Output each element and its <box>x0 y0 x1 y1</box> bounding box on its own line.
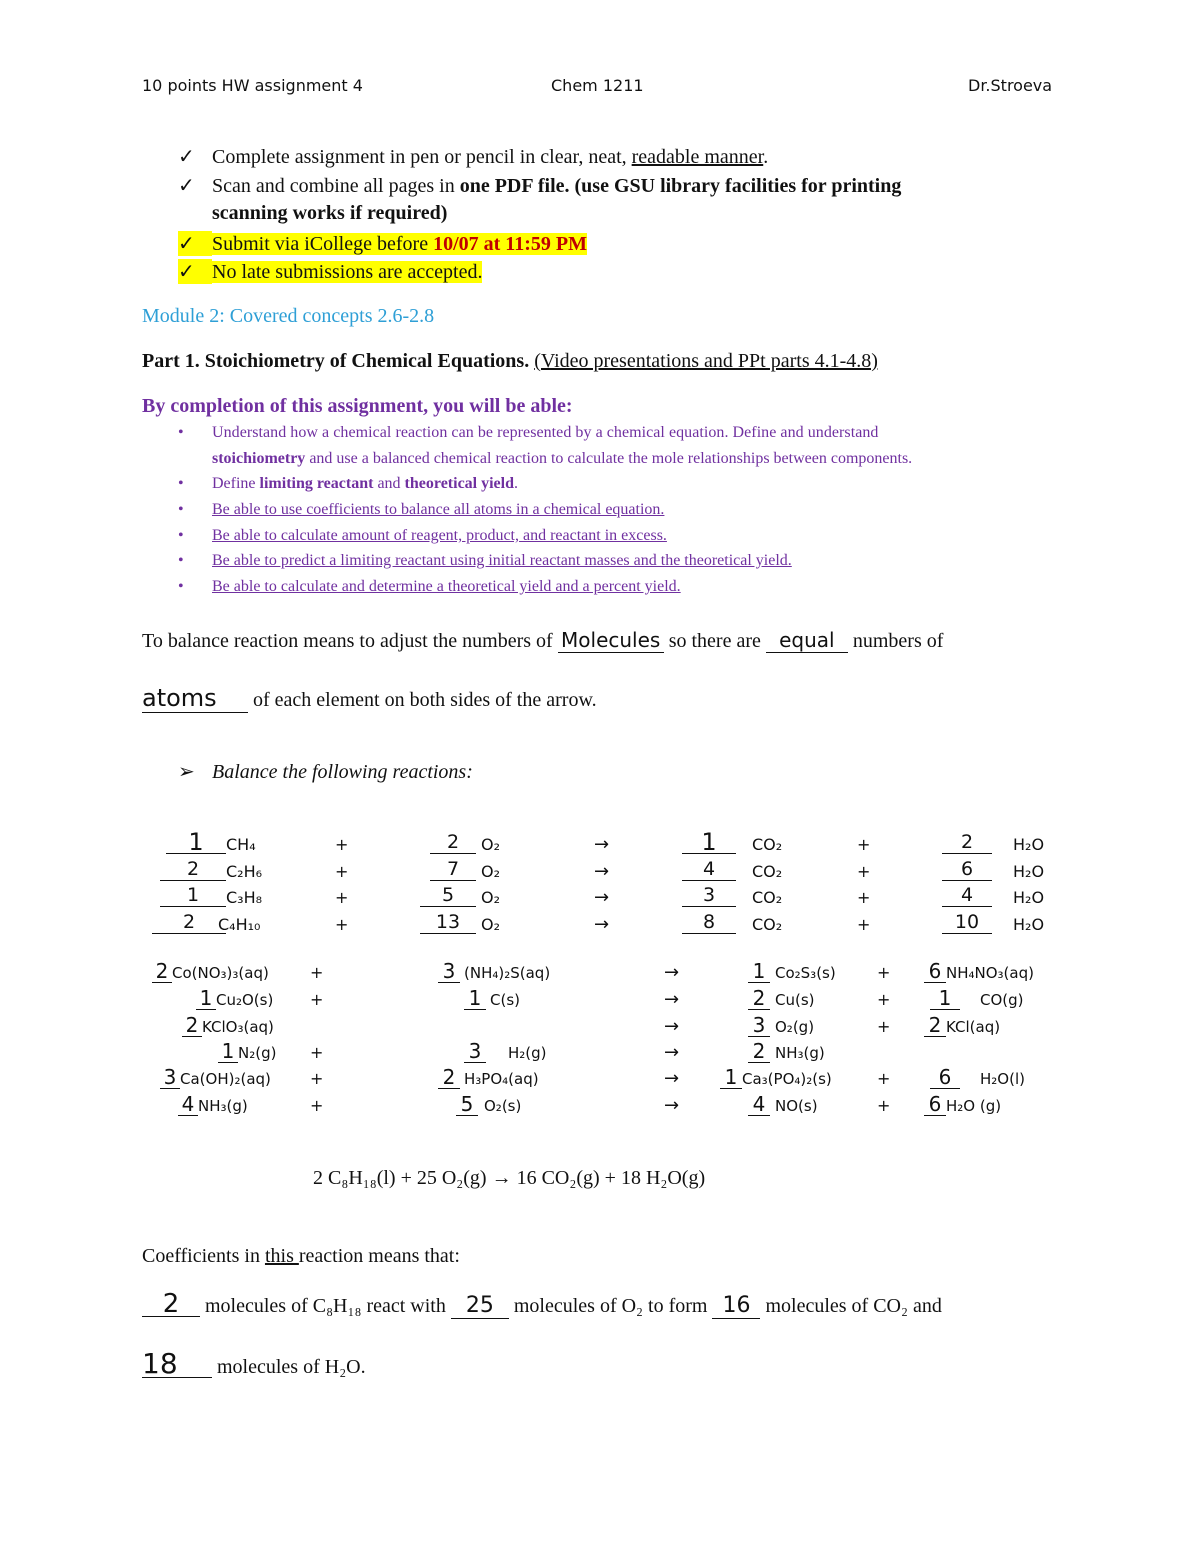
answer-equal: equal <box>766 628 848 653</box>
arrow-icon: → <box>594 861 610 882</box>
coefficient-answer: 3 <box>160 1066 180 1089</box>
product-2: H₂O <box>1013 888 1045 907</box>
objective-5: • Be able to predict a limiting reactant using initial reactant masses and the theoretical yield. <box>178 552 792 569</box>
checkmark-icon: ✓ <box>178 146 195 168</box>
checkmark-icon: ✓ <box>178 231 212 256</box>
coefficients-sentence-cont: 18 molecules of H₂O. <box>142 1347 366 1380</box>
plus-sign: + <box>310 1069 324 1088</box>
part1-heading: Part 1. Stoichiometry of Chemical Equations. (Video presentations and PPt parts 4.1-4.8) <box>142 350 878 372</box>
reactant-2: O₂ <box>481 915 501 934</box>
plus-sign: + <box>877 1017 891 1036</box>
arrow-icon: → <box>664 1016 680 1037</box>
product-1: O₂(g) <box>775 1018 815 1036</box>
checklist-item-4: ✓ No late submissions are accepted. <box>178 261 483 283</box>
arrow-bullet-icon: ➢ <box>178 761 195 783</box>
product-2: H₂O(l) <box>980 1070 1025 1088</box>
module-title: Module 2: Covered concepts 2.6-2.8 <box>142 305 435 327</box>
coefficient-answer: 2 <box>182 1014 202 1037</box>
product-2: H₂O <box>1013 915 1045 934</box>
reactant-2: O₂(s) <box>484 1097 522 1115</box>
reactant-1: C₃H₈ <box>226 888 263 907</box>
coefficient-answer: 4 <box>748 1093 770 1116</box>
plus-sign: + <box>335 888 349 907</box>
arrow-icon: → <box>594 834 610 855</box>
plus-sign: + <box>335 835 349 854</box>
plus-sign: + <box>857 835 871 854</box>
balance-definition: To balance reaction means to adjust the numbers of Molecules so there are equal numbers of <box>142 628 944 652</box>
reactant-1: KClO₃(aq) <box>202 1018 274 1036</box>
answer-o2: 25 <box>451 1293 509 1319</box>
reactant-2: O₂ <box>481 835 501 854</box>
reactant-1: C₄H₁₀ <box>218 915 261 934</box>
plus-sign: + <box>877 1096 891 1115</box>
plus-sign: + <box>310 990 324 1009</box>
plus-sign: + <box>877 963 891 982</box>
checklist-item-3: ✓ Submit via iCollege before 10/07 at 11:59 PM <box>178 233 587 255</box>
arrow-icon: → <box>594 887 610 908</box>
answer-co2: 16 <box>712 1293 760 1319</box>
objective-3: • Be able to use coefficients to balance all atoms in a chemical equation. <box>178 501 665 518</box>
product-1: Ca₃(PO₄)₂(s) <box>742 1070 832 1088</box>
checklist-item-2: ✓ Scan and combine all pages in one PDF file. (use GSU library facilities for printing <box>178 175 902 197</box>
balance-task: ➢ Balance the following reactions: <box>178 761 473 783</box>
coefficient-answer: 2 <box>430 831 476 854</box>
arrow-icon: → <box>664 962 680 983</box>
reactant-2: (NH₄)₂S(aq) <box>464 964 551 982</box>
reactant-1: CH₄ <box>226 835 256 854</box>
plus-sign: + <box>877 990 891 1009</box>
coefficient-answer: 6 <box>924 960 946 983</box>
coefficient-answer: 1 <box>682 831 736 854</box>
coefficients-sentence: 2 molecules of C₈H₁₈ react with 25 molecules of O₂ to form 16 molecules of CO₂ and <box>142 1292 942 1319</box>
plus-sign: + <box>335 915 349 934</box>
reactant-2: H₂(g) <box>508 1044 547 1062</box>
reactant-1: Cu₂O(s) <box>216 991 274 1009</box>
coefficient-answer: 2 <box>748 987 770 1010</box>
coefficient-answer: 1 <box>720 1066 742 1089</box>
coefficient-answer: 1 <box>166 831 226 854</box>
coefficient-answer: 3 <box>682 884 736 907</box>
answer-c8h18: 2 <box>142 1292 200 1317</box>
header-center: Chem 1211 <box>551 76 644 95</box>
coefficient-answer: 2 <box>152 911 226 934</box>
arrow-icon: → <box>664 1095 680 1116</box>
product-2: NH₄NO₃(aq) <box>946 964 1034 982</box>
coefficient-answer: 4 <box>682 858 736 881</box>
reactant-1: N₂(g) <box>238 1044 277 1062</box>
coefficient-answer: 2 <box>748 1040 770 1063</box>
coefficient-answer: 1 <box>218 1040 238 1063</box>
objective-2: • Define limiting reactant and theoretical yield. <box>178 475 518 492</box>
plus-sign: + <box>310 1043 324 1062</box>
coefficient-answer: 5 <box>456 1093 478 1116</box>
arrow-icon: → <box>664 989 680 1010</box>
answer-h2o: 18 <box>142 1351 212 1378</box>
arrow-icon: → <box>594 914 610 935</box>
product-1: CO₂ <box>752 915 783 934</box>
coefficient-answer: 1 <box>748 960 770 983</box>
plus-sign: + <box>877 1069 891 1088</box>
product-2: KCl(aq) <box>946 1018 1001 1036</box>
coefficient-answer: 7 <box>430 858 476 881</box>
coefficient-answer: 2 <box>152 960 172 983</box>
due-date: 10/07 at 11:59 PM <box>433 233 587 255</box>
reactant-1: C₂H₆ <box>226 862 263 881</box>
reactant-2: O₂ <box>481 888 501 907</box>
header-right: Dr.Stroeva <box>968 76 1053 95</box>
coefficient-answer: 4 <box>178 1093 198 1116</box>
plus-sign: + <box>310 963 324 982</box>
coefficient-answer: 6 <box>924 1093 946 1116</box>
answer-molecules: Molecules <box>558 628 664 653</box>
plus-sign: + <box>857 915 871 934</box>
coefficients-intro: Coefficients in this reaction means that: <box>142 1245 460 1267</box>
reactant-2: C(s) <box>490 991 520 1009</box>
checkmark-icon: ✓ <box>178 259 212 284</box>
coefficient-answer: 1 <box>196 987 216 1010</box>
coefficient-answer: 13 <box>420 911 476 934</box>
arrow-icon: → <box>664 1068 680 1089</box>
product-2: H₂O (g) <box>946 1097 1002 1115</box>
reactant-1: NH₃(g) <box>198 1097 248 1115</box>
reactant-1: Co(NO₃)₃(aq) <box>172 964 269 982</box>
objective-4: • Be able to calculate amount of reagent, product, and reactant in excess. <box>178 527 667 544</box>
checklist-item-1: ✓ Complete assignment in pen or pencil in clear, neat, readable manner. <box>178 146 769 168</box>
reactant-1: Ca(OH)₂(aq) <box>180 1070 271 1088</box>
plus-sign: + <box>335 862 349 881</box>
coefficient-answer: 2 <box>438 1066 460 1089</box>
balance-definition-cont: atoms of each element on both sides of the arrow. <box>142 684 597 712</box>
product-1: CO₂ <box>752 862 783 881</box>
product-1: CO₂ <box>752 888 783 907</box>
reactant-2: O₂ <box>481 862 501 881</box>
example-equation: 2 C₈H₁₈(l) + 25 O₂(g) → 16 CO₂(g) + 18 H₂O(g) <box>313 1167 706 1189</box>
coefficient-answer: 6 <box>942 858 992 881</box>
product-2: H₂O <box>1013 835 1045 854</box>
part1-link[interactable]: (Video presentations and PPt parts 4.1-4.8) <box>534 350 878 372</box>
arrow-icon: → <box>664 1042 680 1063</box>
product-1: CO₂ <box>752 835 783 854</box>
coefficient-answer: 2 <box>924 1014 946 1037</box>
coefficient-answer: 4 <box>942 884 992 907</box>
coefficient-answer: 1 <box>160 884 226 907</box>
product-2: H₂O <box>1013 862 1045 881</box>
checklist-item-2-cont: scanning works if required) <box>212 202 448 224</box>
coefficient-answer: 2 <box>160 858 226 881</box>
plus-sign: + <box>310 1096 324 1115</box>
answer-atoms: atoms <box>142 684 248 713</box>
coefficient-answer: 3 <box>438 960 460 983</box>
product-1: NO(s) <box>775 1097 818 1115</box>
coefficient-answer: 6 <box>930 1066 960 1089</box>
header-left: 10 points HW assignment 4 <box>142 76 363 95</box>
plus-sign: + <box>857 862 871 881</box>
objective-6: • Be able to calculate and determine a theoretical yield and a percent yield. <box>178 578 681 595</box>
coefficient-answer: 8 <box>682 911 736 934</box>
coefficient-answer: 3 <box>748 1014 770 1037</box>
plus-sign: + <box>857 888 871 907</box>
checkmark-icon: ✓ <box>178 175 195 197</box>
coefficient-answer: 5 <box>420 884 476 907</box>
coefficient-answer: 1 <box>930 987 960 1010</box>
product-1: NH₃(g) <box>775 1044 825 1062</box>
reactant-2: H₃PO₄(aq) <box>464 1070 539 1088</box>
product-1: Co₂S₃(s) <box>775 964 836 982</box>
coefficient-answer: 10 <box>942 911 992 934</box>
objectives-heading: By completion of this assignment, you will be able: <box>142 395 573 417</box>
coefficient-answer: 3 <box>464 1040 486 1063</box>
objective-1: • Understand how a chemical reaction can be represented by a chemical equation. Define and understand <box>178 424 879 441</box>
product-2: CO(g) <box>980 991 1024 1009</box>
product-1: Cu(s) <box>775 991 815 1009</box>
objective-1-cont: stoichiometry and use a balanced chemical reaction to calculate the mole relationships between components. <box>212 450 913 467</box>
coefficient-answer: 2 <box>942 831 992 854</box>
coefficient-answer: 1 <box>464 987 486 1010</box>
